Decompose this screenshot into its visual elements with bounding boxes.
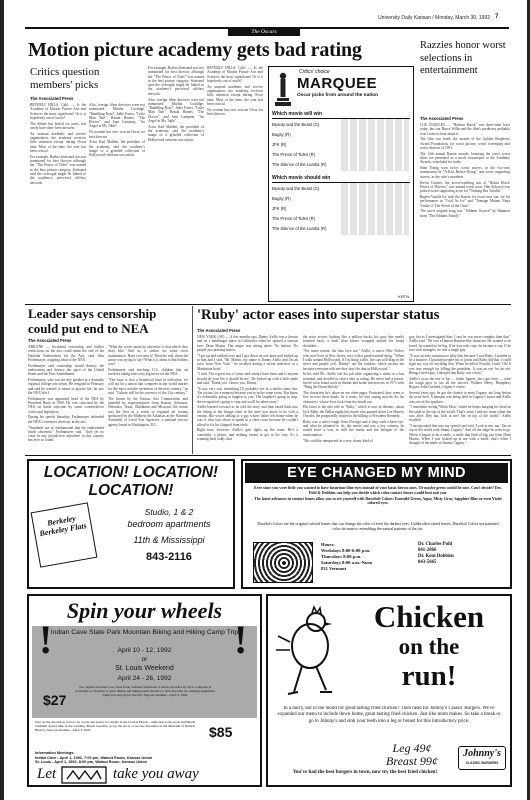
ruby-para: the actor arrives looking like a million bucks, his gray hair neatly brushed back, a dark, blue blazer wrapped around his broad shoulders.	[303, 335, 404, 348]
hours-label: Hours:	[321, 542, 335, 547]
censorship-para: Frohnmayer said censorship would destroy the endowment and destroy the spirit of the United States and the First Amendment.	[28, 363, 104, 377]
ad-location	[27, 459, 235, 589]
exclamation-left-icon: !	[39, 617, 53, 662]
graphic-credit: KRTN	[398, 294, 409, 299]
movie-row: Bugsy (R)	[272, 196, 291, 201]
section-will-win: Which movie will win	[272, 111, 323, 117]
censorship-para: During his speech Saturday, Frohnmayer defended the NEA's extensive diversity in the arts.	[28, 415, 104, 424]
critics-tagline: Oscar picks from around the nation	[297, 93, 379, 98]
censorship-para: Frohnmayer said teaching U.S. children that art involves taking risks very big move on the NEA.	[108, 367, 188, 377]
ruby-para: "He could be interpreted as a very sleazy kind of	[303, 438, 374, 443]
trip2-place: St. Louis Weekend	[115, 665, 174, 672]
trip1-details: Two nights at Indian Cave State Park, Schubert Nebraska, 3 meals provided by SUA, complete is accessible to 30 miles of great biking and hiking trails! Receive a 10% discount on camping equipment when you sign up for the trip. Sign-up deadline - April 3, 1992	[75, 685, 215, 697]
censorship-col1	[28, 345, 104, 451]
critics-subtitle: Critics' choice	[299, 69, 330, 75]
johnnys-logo	[458, 746, 506, 770]
chicken-headline1: Chicken	[373, 599, 485, 634]
doctor-name: Dr. Kent Dobbins	[418, 554, 454, 559]
scan-edge-left	[0, 0, 4, 800]
ruby-para: "I remember seeing 'White Heat,' where he keeps banging his head on the table at the top of the world. That's what I told my mom when she was alive. Hey ma, look at me! I'm on top of the world," Aiello recalled.	[409, 405, 511, 423]
ad-wheels-title: Spin your wheels	[66, 598, 223, 623]
ad-eye-lead	[253, 486, 503, 520]
running-header: University Daily Kansan / Monday, March 30, 1992	[378, 15, 490, 21]
chicken-body: In a hurry, but in the mood for great tasting fried chicken? Then head for Johnny's Classic Burgers. We've expanded our menu to include down home, great tasting fried chicken. Just like mom makes. So take a break or go to Johnny's and sink your teeth into a leg or breast for this introductory price:	[277, 706, 501, 724]
ruby-para: "For some reason, the fans love me," Aiello, a native New Yorker who now lives in New Jersey, says with a good-natured shrug. "When I walk around Hollywood, if I'm doing a film, the cars will drag in the street and people yell, 'Danny!' out the window, which excites me because everyone tells me they don't do that in Hollywood."	[303, 349, 404, 371]
ruby-para: In his mid-50s, Aiello lost his job after organizing a strike at a bus terminal, and decided to take a shot at acting. He never had a lesson, but he soon found work in theater and broke into movies in 1973 with "Bang the Drum Slowly."	[303, 372, 404, 390]
censorship-para: The forum by the Kansas Arts Commission, and attended by representatives from Kansas, Arkansas, Nebraska, Texas, Oklahoma and Missouri, the forum was the first in a series of regional art forums sponsored by the Midwest the Arkansas at the National Assembly of Local Arts Agencies, a national service agency based in Washington, D.C.	[108, 396, 188, 427]
chicken-footer: You've had the best burgers in town, now try the best fried chicken!	[292, 770, 438, 775]
movie-row: The Silence of the Lambs (R)	[272, 162, 327, 167]
razzies-para: LOS ANGELES — "Hudson Hawk" was three-time loser today, but star Bruce Willis and the film's producers probably won't want to hear about it.	[420, 123, 510, 136]
meetings-label: Information Meetings:	[35, 751, 75, 755]
hours-row: Thursdays 8:00 p.m.	[321, 554, 362, 559]
ad-location-desc: bedroom apartments	[127, 519, 211, 529]
critics-choice-box	[268, 66, 414, 302]
exclamation-right-icon: !	[234, 617, 248, 662]
ad-wheels-meetings	[35, 751, 257, 765]
razzies-para: The 12th annual Razzie awards, honoring the year's worst films are presented as a mock counterpart to the Academy Awards, scheduled for today.	[420, 151, 510, 165]
critic-pick-grid	[341, 183, 409, 235]
razzies-para: Rupert Vanilla Ice took the Razzie for worst new star, for his performance in "Cool As Ice" and "Teenage Mutant Ninja Turtles 2: The Secret of the Ooze."	[420, 194, 510, 208]
ruby-col1	[197, 335, 298, 451]
section-banner: The Oscars	[228, 28, 300, 36]
column-rule	[192, 306, 193, 454]
main-story-col3	[148, 66, 204, 303]
ad-eye-hours	[321, 542, 401, 572]
ruby-byline: The Associated Press	[197, 328, 241, 333]
ruby-para: guy, but as I investigated him, I saw he was more complex than that," Aiello said. "He was a Damon Runyon-like character. He wanted to be loved, he wanted to be big. If he was with cops, he became a cop. If he was with strangers, he was a tough guy.	[409, 335, 511, 352]
movie-row: The Silence of the Lambs (R)	[272, 226, 327, 231]
main-para: An unusual academic and service organization, the academy receives little attention except during Oscar time. Most of the time, the year has been critical.	[30, 131, 86, 153]
ruby-para: "I got up and walked over and I got down on one knee and looked up at him and I said, 'Mr. Martin, my name is Danny Aiello and I'm an actor from New York,'" he recalled during a recent interview at a Manhattan hotel.	[197, 353, 298, 371]
main-para: The debate has boiled for years, but rarely have there been answers.	[30, 121, 86, 130]
hours-row: Weekdays 8:00-6:00 p.m.	[321, 548, 371, 553]
ruby-headline: 'Ruby' actor eases into superstar status	[197, 307, 440, 323]
ad-wheels	[27, 594, 262, 787]
movie-row: JFK (R)	[272, 142, 287, 147]
main-para: No woman has ever won an Oscar for best director.	[207, 107, 263, 116]
main-para: Also, foreign films directors were not nominated: Martha Coolidge, "Rambling Rose"; Jodie Foster, "Little Man Tate"; Randa Haines, "The Doctor"; and Jane Campion, "An Angel at My Table".	[148, 97, 204, 124]
logo-sub: CLASSIC BURGERS	[465, 761, 499, 765]
section-should-win: Which movie should win	[272, 175, 331, 181]
main-para: An unusual academic and service organization, the academy receives little attention except during Oscar time. Most of the time, the year has been critical.	[207, 84, 263, 106]
price-trip2: $85	[209, 724, 233, 740]
ad-location-headline2: LOCATION!	[88, 482, 174, 499]
ruby-para: "It was very sad, something I'll probably use in a movie some day. 'I'm joyous' for a moment because you're in the same room. You know it's eventually going to happen to you. The laughter's going to stop, the recognition's going to stop and you'll be taken away."	[197, 386, 298, 404]
censorship-para: ABILENE — Increased censorship and further restrictions on the arts could mean the end of the National Endowment for the Arts, said John Frohnmayer, outgoing head of the NEA.	[28, 345, 104, 362]
ruby-para: Aiello learned forward as he told the story and then eased back into the sitting at the lounge chair in the suite you know to be with a certain. But you're talking to a guy whose father left home when he was 4, who was afraid to speak in a class room because he couldn't afford to fix his chipped front teeth.	[197, 405, 298, 427]
ruby-para: Right now, however, Aiello's grin lights up the room. He's a contender, a player, and nothing seems to get in his way. It's a winning hard today, that	[197, 428, 298, 442]
critic-pick-grid	[341, 119, 409, 171]
running-chicken-icon	[276, 602, 346, 706]
razzies-para: The worst original song was "Addams Groove" by Hammer from "The Addams Family."	[420, 209, 510, 218]
ruby-para: NEW YORK (AP) — A few months ago, Danny Aiello was a known and on a hamburger place in California when he spotted a famous face: Dean Martin. The singer was sitting alone. No fanfare. No people just praising him to.	[197, 335, 298, 352]
razzies-byline: The Associated Press	[420, 116, 464, 121]
logo-name: Johnny's	[463, 748, 501, 759]
meeting-row: St. Louis - April 1, 1992, 8:00 pm, Walnut Room, Kansas Union	[35, 760, 147, 765]
ruby-para: His latest is the title role in "Ruby," which is now in theaters, about Jack Ruby, the Dallas nightclub owner who gunned down Lee Harvey Oswald, the purportedly related to the killing of President Kennedy.	[303, 405, 404, 419]
censorship-para: Frohnmayer was appointed head of the NEA by President Bush in 1989. He was criticized by the NEA on harsh criticism by some conservatives critics and legislators.	[28, 396, 104, 414]
ruby-para: "I said, 'I'm a great fan of yours and always have been and if anyone should do your life it should be me.' He looked up with a little smile and said, 'Thank you. I know you, Danny.'	[197, 372, 298, 385]
ruby-para: Aiello's roots the rest of his — father figures, the cops from — were the tough guys to see all the movies: Wallace Beery, Humphrey Bogart, John Garfield, Cagney's a hero.	[409, 376, 511, 390]
main-story-col4	[207, 66, 263, 303]
paper-name: University Daily Kansan	[378, 15, 431, 21]
censorship-para: "The issue is first a beneficial kind of education, we will not be a nation that competes in the world market for the most creative invention of the next century," he said. "Culture will be the currency of the 21st century."	[108, 378, 188, 395]
doctor-name: Dr. Charles Pohl	[418, 542, 453, 547]
oscar-statuette-icon	[273, 71, 293, 107]
censorship-para: "Standards are so fundamental that the endowment funds obscenity," Frohnmayer said. "And yet no court in any jurisdiction anywhere in this country has ever so found.	[28, 425, 104, 443]
main-para: No woman has ever won an Oscar for best director.	[89, 130, 145, 139]
movie-row: The Prince of Tides (R)	[272, 216, 316, 221]
eye-photo-icon	[253, 542, 313, 583]
main-byline: The Associated Press	[30, 96, 74, 101]
price-breast: Breast 99¢	[386, 754, 438, 768]
ad-location-address: 11th & Mississippi	[133, 535, 205, 545]
ad-chicken	[266, 594, 512, 787]
main-para: Actor Karl Malden, the president of the academy, said the academy's image of a grizzled collection of Hollywood veterans was unfair.	[89, 140, 145, 158]
sua-logo-icon	[61, 766, 107, 784]
ad-eye-note: DuraSoft Colors are the original colored lenses that can change the color of even the darkest eyes. Unlike other tinted lenses, DuraSoft Colors use patented color dot matrix resembling the natural patterns of the iris.	[257, 522, 499, 531]
movie-row: The Prince of Tides (R)	[272, 152, 316, 157]
censorship-byline: The Associated Press	[28, 338, 72, 343]
razzies-para: The film was feted, the awards of the Golden Raspberry Award Foundation, for worst picture, worst screenplay and worst director of 1991.	[420, 137, 510, 150]
censorship-para: "What the critics mean by obscenity is that which they don't like. And so, it strikes for some cross examination. Have you seen it? Then the real, those the arrow was trying to say? What is it about it that bothers you?	[108, 345, 188, 367]
tagline-left: Let	[37, 766, 57, 782]
ruby-para: "I incorporated that into my speech and said, 'Look at me, ma.' I'm on top of the world with Jimmy Cagney." And off the stage he went to go. When it began to be a smile, a smile that kind of big just from Dean Martin. When I was looked up at me with a smile, that's when I thought of the smile of Jimmy Cagney."	[409, 424, 511, 446]
ads-divider	[25, 455, 511, 456]
price-leg: Leg 49¢	[392, 741, 432, 755]
main-headline: Motion picture academy gets bad rating	[28, 39, 362, 61]
ad-eye	[241, 459, 512, 589]
movie-row: Beauty and the Beast (G)	[272, 186, 320, 191]
ad-eye-offer: The latest advances in contact lenses allow you to see yourself with DuraSoft Colors: Emerald Green, Aqua, Misty Gray, Sapphire Blue or even Violet colored eyes.	[254, 496, 502, 506]
movie-row: JFK (R)	[272, 206, 287, 211]
hours-row: Saturdays 8:00 a.m.-Noon	[321, 560, 373, 565]
ad-location-units: Studio, 1 & 2	[144, 507, 194, 517]
ad-eye-doctors	[418, 542, 503, 566]
trip-or: or	[141, 656, 148, 663]
main-story-col1	[30, 103, 86, 303]
ruby-col2	[303, 335, 404, 451]
chicken-illustration	[276, 602, 346, 706]
doctor-phone: 843-5665	[418, 560, 437, 565]
main-para: BEVERLY HILLS, Calif. — Is the Academy of Motion Picture Arts and Sciences the most significant? Or is it hopelessly out of touch?	[30, 103, 86, 120]
ruby-col3	[409, 335, 511, 451]
issue-date: Monday, March 30, 1992	[435, 15, 490, 21]
razzies-para: Kevin Costner, the arrow-wielding star of "Robin Hood: Prince of Thieves," was named worst actor. Dan Aykroyd was picked worst supporting actor for "Nothing But Trouble."	[420, 180, 510, 194]
section-divider	[25, 304, 511, 305]
page-number: 7	[495, 14, 499, 20]
ruby-para: Ruby was a street tough from Chicago and a thug with a keen eye, and what he planned to do, the movie and was a key witness, he would have a way in with the mafia and the intrigue of the assassination.	[303, 419, 404, 437]
main-para: BEVERLY HILLS, Calif. — Is the Academy of Motion Picture Arts and Sciences the most significant? Or is it hopelessly out of touch?	[207, 66, 263, 83]
chicken-headline2: on the	[398, 634, 460, 659]
chicken-headline3: run!	[401, 660, 457, 692]
main-para: Actor Karl Malden, the president of the academy, said the academy's image of a grizzled collection of Hollywood veterans was unfair.	[148, 124, 204, 142]
ruby-para: Several years ago, he got the chance to meet Cagney, not long before the actor died. A banquet was being held in Cagney's honor and Aiello was one of the speakers.	[409, 391, 511, 404]
movie-row: Bugsy (R)	[272, 132, 291, 137]
ad-eye-headline: EYE CHANGED MY MIND	[287, 465, 466, 481]
censorship-col2	[108, 345, 188, 451]
logo-text: Berkeley Berkeley Flats	[38, 513, 88, 539]
main-para: Also, foreign films directors were not nominated: Martha Coolidge, "Rambling Rose"; Jodie Foster, "Little Man Tate"; Randa Haines, "The Doctor"; and Jane Campion, "An Angel at My Table".	[89, 103, 145, 129]
ruby-para: The characters he's taken on are often angry. Frustrated, they seem to live in over their heads. In a sense, he was saying movies do the characters, whose lives look from the inside out.	[303, 391, 404, 404]
trip1-dates: April 10 - 12, 1992	[117, 647, 172, 654]
price-trip1: $27	[43, 692, 67, 708]
main-subhead: Critics question members' picks	[30, 66, 100, 91]
ad-eye-lead-text: Ever since you were little you wanted to have luxurious blue eyes instead of your basic brown ones. Or maybe green would be nice. Can't decide? Drs. Pohl & Dobbins can help you decide which color contact lenses would best suit you.	[254, 486, 502, 495]
movie-row: Beauty and the Beast (G)	[272, 122, 320, 127]
trip1-place: Indian Cave State Park Mountain Biking and Hiking Camp Trip	[50, 629, 239, 636]
doctor-phone: 841-2866	[418, 548, 437, 553]
trip2-details: Stay on the Arterial in town to St. Louis and spend two nights in the Clarion Hotels - right next to the Arch and Busch Stadium! Spend time in the Landing, Busch Gardens, go up the Arch, or see the dinosaurs in the Museum of Natural History. Sign-up deadline - April 3, 1992	[35, 720, 195, 732]
main-para: For example, Barbra Streisand was not nominated for best director although her "The Prince of Tides" was named in the best picture category. Streisand said the oversight might be linked to the academy's perceived old-boy network.	[148, 66, 204, 96]
tagline-right: take you away	[113, 766, 199, 782]
censorship-para: Frohnmayer, who was the key speaker at a Saturday regional college arts forum. He resigned in February and said he wanted to return to private life, he saw the NEA Was I.	[28, 378, 104, 395]
razzies-headline: Razzies honor worst selections in entertainment	[420, 40, 506, 76]
eye-address: 831 Vermont	[321, 566, 347, 571]
berkeley-flats-logo	[31, 502, 98, 567]
razzies-para: Sean Young won twice: worst actress, in the two-way nomination for "A Kiss Before Dying," and worst supporting actress, as the twin's murderer.	[420, 166, 510, 179]
razzies-body	[420, 123, 510, 303]
ad-location-phone: 843-2116	[146, 551, 192, 563]
main-para: For example, Barbra Streisand was not nominated for best director although her "The Prince of Tides" was named in the best picture category. Streisand said the oversight might be linked to the academy's perceived old-boy network.	[30, 154, 86, 185]
ruby-para: "It was an easy transition to play him because I was Ruby. I wanted to be a bouncer. I knocked people out of joints and Ruby did that. I could fight my way off anything that. When he killed Oswald, I said, 'Oh! It was true enough for killing the president. It was an eye for an eye. Being a street guy, I thought that Ruby was a hero."	[409, 353, 511, 375]
ad-location-headline1: LOCATION! LOCATION!	[43, 464, 219, 481]
critics-title: MARQUEE	[297, 75, 378, 92]
main-story-col2	[89, 103, 145, 303]
censorship-headline: Leader says censorship could put end to NEA	[28, 306, 157, 336]
trip2-dates: April 24 - 26, 1992	[117, 675, 172, 682]
meeting-row: Indian Cave - April 1, 1992, 7:00 pm, Walnut Room, Kansas Union	[35, 755, 153, 760]
